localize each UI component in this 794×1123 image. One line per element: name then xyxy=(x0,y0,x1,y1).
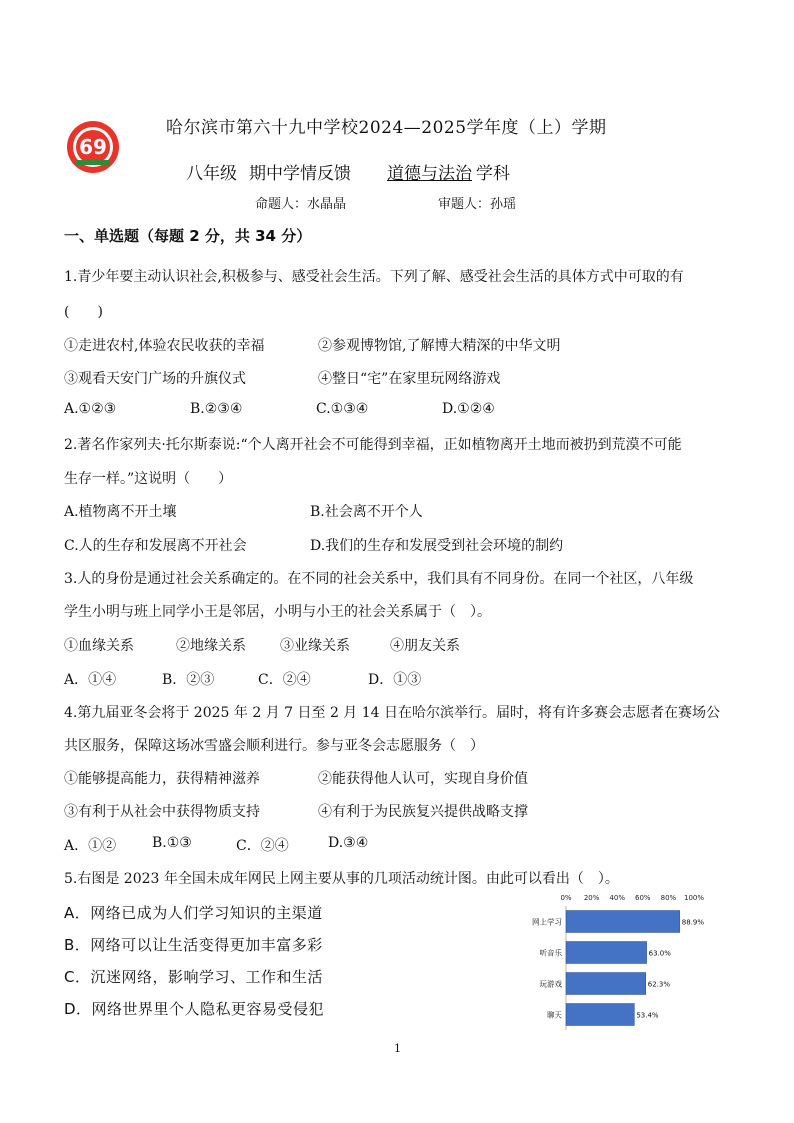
q2-option-b: B.社会离不开个人 xyxy=(310,504,423,520)
x-tick-label: 80% xyxy=(660,894,677,902)
category-label: 玩游戏 xyxy=(539,979,562,989)
setter: 命题人：水晶晶 xyxy=(255,197,347,212)
value-label: 88.9% xyxy=(681,918,705,927)
q1-stem-line2: ( ) xyxy=(64,304,103,320)
q4-item: ①能够提高能力，获得精神滋养 xyxy=(64,771,260,787)
q2-stem-line2: 生存一样。”这说明（ ） xyxy=(64,471,233,487)
x-tick-label: 40% xyxy=(609,894,625,902)
chart-svg xyxy=(522,890,742,1040)
q3-item: ④朋友关系 xyxy=(390,638,460,654)
q1-item: ①走进农村,体验农民收获的幸福 xyxy=(64,338,265,354)
q5-option-c: C．沉迷网络，影响学习、工作和生活 xyxy=(64,968,323,986)
activity-bar-chart xyxy=(522,890,742,1040)
q2-option-a: A.植物离不开土壤 xyxy=(64,504,177,520)
q5-option-b: B．网络可以让生活变得更加丰富多彩 xyxy=(64,936,323,954)
reviewer: 审题人：孙瑶 xyxy=(438,197,517,212)
category-label: 听音乐 xyxy=(539,948,562,958)
q4-item: ②能获得他人认可，实现自身价值 xyxy=(318,771,528,787)
value-label: 63.0% xyxy=(648,949,671,958)
bar xyxy=(566,1004,634,1026)
q1-option-b: B.②③④ xyxy=(190,401,243,417)
grade-label: 八年级 xyxy=(186,164,237,184)
q5-stem: 5.右图是 2023 年全国未成年网民上网主要从事的几项活动统计图。由此可以看出（ ）。 xyxy=(64,871,619,887)
x-tick-label: 20% xyxy=(583,894,600,902)
q1-option-a: A.①②③ xyxy=(64,401,117,417)
q3-stem-line1: 3.人的身份是通过社会关系确定的。在不同的社会关系中，我们具有不同身份。在同一个社区，八年级 xyxy=(64,571,694,587)
x-tick-label: 60% xyxy=(635,894,651,902)
page-number: 1 xyxy=(394,1042,401,1055)
value-label: 53.4% xyxy=(636,1011,659,1020)
exam-subtitle xyxy=(186,159,510,184)
x-tick-label: 100% xyxy=(683,894,705,902)
q2-option-d: D.我们的生存和发展受到社会环境的制约 xyxy=(310,538,564,554)
q5-option-a: A．网络已成为人们学习知识的主渠道 xyxy=(64,904,323,922)
bar xyxy=(566,911,680,933)
q4-option-a: A．①② xyxy=(64,838,117,854)
q4-item: ③有利于从社会中获得物质支持 xyxy=(64,804,260,820)
q4-option-c: C．②④ xyxy=(236,838,289,854)
q3-option-b: B．②③ xyxy=(162,672,215,688)
q4-option-b: B.①③ xyxy=(152,835,192,851)
exam-name: 期中学情反馈 xyxy=(249,164,351,184)
q1-option-c: C.①③④ xyxy=(316,401,369,417)
q4-option-d: D.③④ xyxy=(328,835,369,851)
q4-stem-line2: 共区服务，保障这场冰雪盛会顺利进行。参与亚冬会志愿服务（ ） xyxy=(64,738,484,754)
subject-name: 道德与法治 xyxy=(387,164,472,184)
category-label: 网上学习 xyxy=(532,917,562,927)
author-line xyxy=(255,193,516,212)
q5-option-d: D．网络世界里个人隐私更容易受侵犯 xyxy=(64,1000,325,1018)
value-label: 62.3% xyxy=(647,980,670,989)
q2-stem-line1: 2.著名作家列夫·托尔斯泰说:“个人离开社会不可能得到幸福，正如植物离开土地而被扔到荒漠不可能 xyxy=(64,437,682,453)
q1-stem-line1: 1.青少年要主动认识社会,积极参与、感受社会生活。下列了解、感受社会生活的具体方式中可取的有 xyxy=(64,269,684,285)
q3-item: ③业缘关系 xyxy=(280,638,350,654)
x-tick-label: 0% xyxy=(560,894,572,902)
q3-option-a: A．①④ xyxy=(64,672,117,688)
q4-stem-line1: 4.第九届亚冬会将于 2025 年 2 月 7 日至 2 月 14 日在哈尔滨举行。届时，将有许多赛会志愿者在赛场公 xyxy=(64,705,721,721)
q2-option-c: C.人的生存和发展离不开社会 xyxy=(64,538,247,554)
q3-option-d: D．①③ xyxy=(368,672,422,688)
subject-suffix: 学科 xyxy=(476,164,510,184)
q1-item: ④整日“宅”在家里玩网络游戏 xyxy=(318,371,501,387)
section-title: 一、单选题（每题 2 分，共 34 分） xyxy=(64,227,312,245)
category-label: 聊天 xyxy=(547,1010,562,1020)
q4-item: ④有利于为民族复兴提供战略支撑 xyxy=(318,804,528,820)
logo-number: 69 xyxy=(79,135,107,159)
bar xyxy=(566,973,646,995)
bar xyxy=(566,942,647,964)
school-logo xyxy=(66,120,120,174)
q3-option-c: C．②④ xyxy=(258,672,311,688)
q1-item: ②参观博物馆,了解博大精深的中华文明 xyxy=(318,338,561,354)
q3-item: ①血缘关系 xyxy=(64,638,134,654)
exam-title: 哈尔滨市第六十九中学校2024—2025学年度（上）学期 xyxy=(166,118,607,138)
q3-item: ②地缘关系 xyxy=(176,638,246,654)
q3-stem-line2: 学生小明与班上同学小王是邻居，小明与小王的社会关系属于（ ）。 xyxy=(64,604,491,620)
q1-item: ③观看天安门广场的升旗仪式 xyxy=(64,371,246,387)
q1-option-d: D.①②④ xyxy=(442,401,495,417)
